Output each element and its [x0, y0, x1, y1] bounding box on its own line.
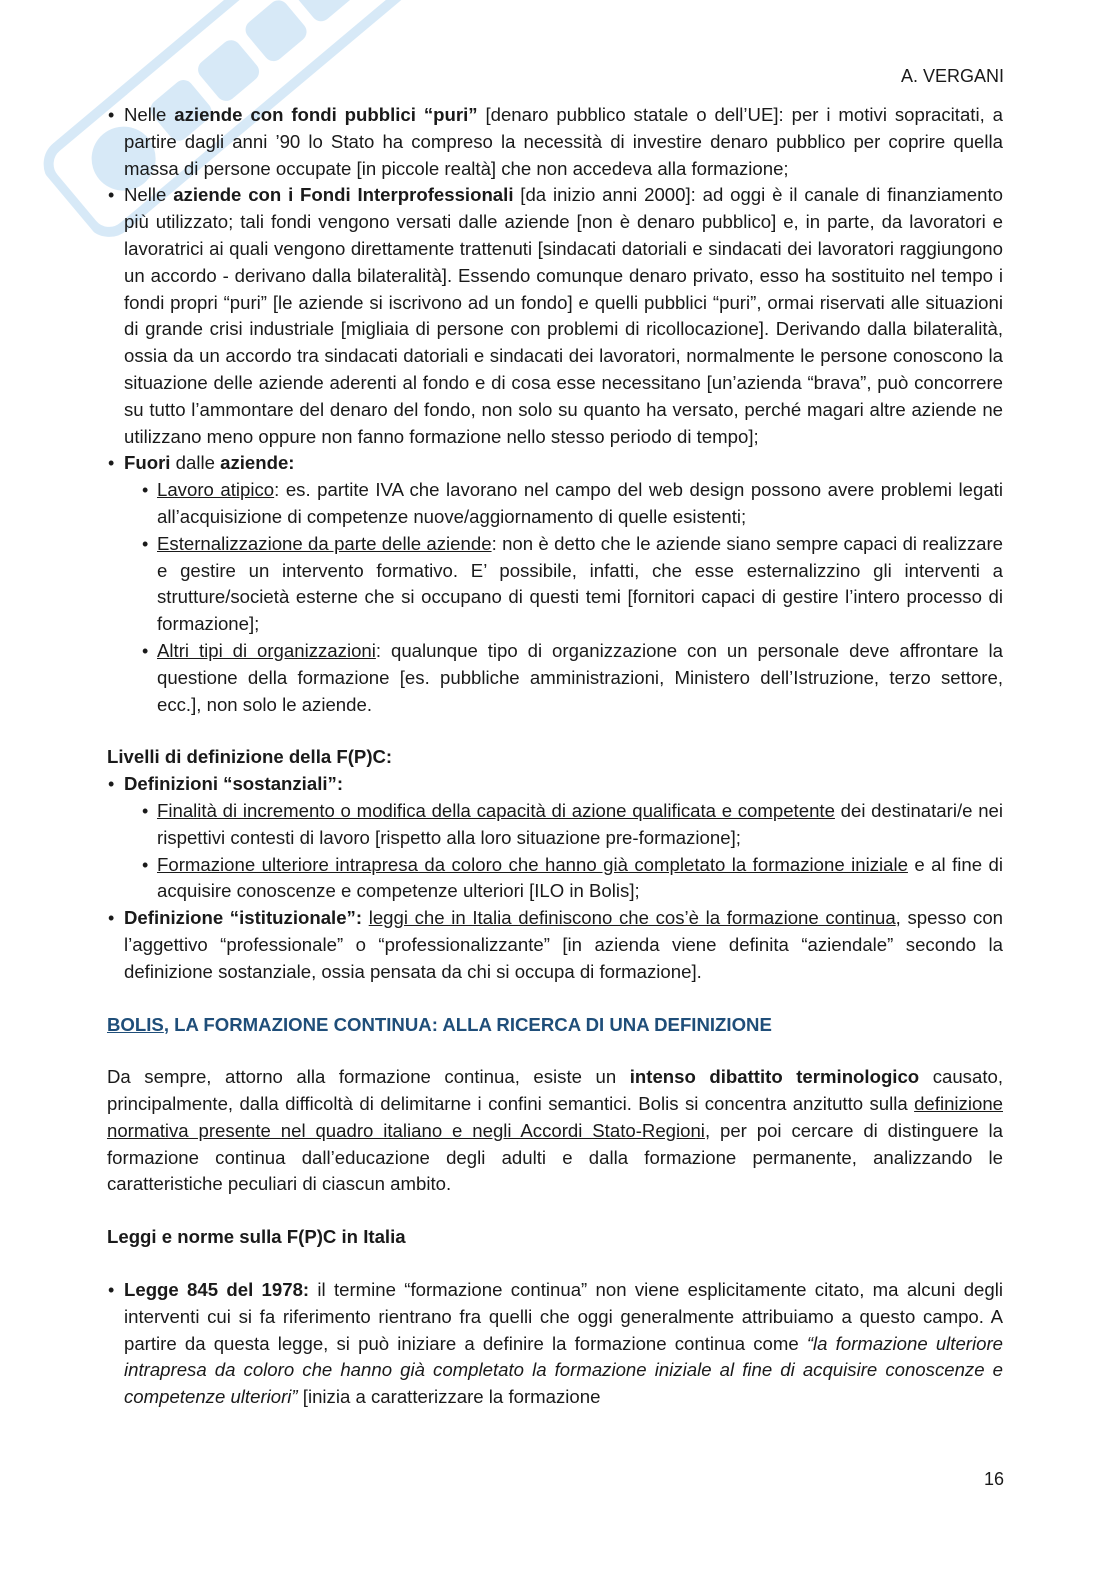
list-item-fondi-interprofessionali: • Nelle aziende con i Fondi Interprofessionali [da inizio anni 2000]: ad oggi è il canale di finanziamento più utilizzato; tali fondi vengono versati dalle aziende [non è denaro pubblico] e, in parte, da lavoratori e lavoratrici ai quali vengono direttamente trattenuti [sindacati datoriali e sindacati dei lavoratori raggiungono un accordo - derivano dalla bilateralità]. Essendo comunque denaro privato, esso ha sostituito nel tempo i fondi propri “puri” [le aziende si iscrivono ad un fondo] e quelli pubblici “puri”, ormai riservati alle situazioni di grande crisi industriale [migliaia di persone con problemi di ricollocazione]. Derivando dalla bilateralità, ossia da un accordo tra sindacati datoriali e sindacati dei lavoratori, normalmente le persone conoscono la situazione delle aziende aderenti al fondo e di cosa esse necessitano [un’azienda “brava”, può concorrere su tutto l’ammontare del denaro del fondo, non solo su quanto ha versato, perché magari altre aziende ne utilizzano meno oppure non fanno formazione nello stesso periodo di tempo]; — [124, 182, 1003, 450]
sub-item-altri-tipi: • Altri tipi di organizzazioni: qualunque tipo di organizzazione con un personale deve affrontare la questione della formazione [es. pubbliche amministrazioni, Ministero dell’Istruzione, terzo settore, ecc.], non solo le aziende. — [157, 638, 1003, 718]
list-item-definizione-istituzionale: • Definizione “istituzionale”: leggi che in Italia definiscono che cos’è la formazione continua, spesso con l’aggettivo “professionale” o “professionalizzante” [in azienda viene definita “aziendale” secondo la definizione sostanziale, ossia pensata da chi si occupa di formazione]. — [124, 905, 1003, 985]
section-title-bolis: BOLIS, LA FORMAZIONE CONTINUA: ALLA RICERCA DI UNA DEFINIZIONE — [107, 1013, 772, 1035]
heading-leggi: Leggi e norme sulla F(P)C in Italia — [107, 1226, 406, 1248]
list-item-legge-845: • Legge 845 del 1978: il termine “formazione continua” non viene esplicitamente citato, ma alcuni degli interventi cui si fa riferimento rientrano fra quelli che oggi generalmente attribuiamo a questo campo. A partire da questa legge, si può iniziare a definire la formazione continua come “la formazione ulteriore intrapresa da coloro che hanno già completato la formazione iniziale al fine di acquisire conoscenze e competenze ulteriori” [inizia a caratterizzare la formazione — [124, 1277, 1003, 1411]
sub-item-formazione-ulteriore: • Formazione ulteriore intrapresa da coloro che hanno già completato la formazione iniziale e al fine di acquisire conoscenze e competenze ulteriori [ILO in Bolis]; — [157, 852, 1003, 906]
list-item-definizioni-sostanziali: • Definizioni “sostanziali”: — [124, 771, 1003, 798]
spacer — [107, 718, 1003, 744]
spacer — [107, 1251, 1003, 1277]
page-content — [107, 102, 1003, 1411]
sub-item-finalita: • Finalità di incremento o modifica della capacità di azione qualificata e competente dei destinatari/e nei rispettivi contesti di lavoro [rispetto alla loro situazione pre-formazione]; — [157, 798, 1003, 852]
spacer — [107, 1198, 1003, 1224]
sub-item-esternalizzazione: • Esternalizzazione da parte delle aziende: non è detto che le aziende siano sempre capaci di realizzare e gestire un intervento formativo. E’ possibile, infatti, che esse esternalizzino gli interventi a strutture/società esterne che si occupano di questi temi [fornitori capaci di gestire l’intero processo di formazione]; — [157, 531, 1003, 638]
spacer — [107, 1038, 1003, 1064]
page-number: 16 — [983, 1469, 1004, 1489]
sub-item-lavoro-atipico: • Lavoro atipico: es. partite IVA che lavorano nel campo del web design possono avere problemi legati all’acquisizione di competenze nuove/aggiornamento di quelle esistenti; — [157, 477, 1003, 531]
list-item-fuori-aziende: • Fuori dalle aziende: — [124, 450, 1003, 477]
paragraph-bolis-intro: Da sempre, attorno alla formazione continua, esiste un intenso dibattito terminologico causato, principalmente, dalla difficoltà di delimitarne i confini semantici. Bolis si concentra anzitutto sulla definizione normativa presente nel quadro italiano e negli Accordi Stato-Regioni, per poi cercare di distinguere la formazione continua dall’educazione degli adulti e dalla formazione permanente, analizzando le caratteristiche peculiari di ciascun ambito. — [107, 1066, 1004, 1195]
heading-livelli: Livelli di definizione della F(P)C: — [107, 746, 393, 768]
page-header-author: A. VERGANI — [900, 66, 1004, 86]
list-item-fondi-pubblici: • Nelle aziende con fondi pubblici “puri” [denaro pubblico statale o dell’UE]: per i motivi sopracitati, a partire dagli anni ’90 lo Stato ha compreso la necessità di investire denaro pubblico per coprire quella massa di persone occupate [in piccole realtà] che non accedeva alla formazione; — [124, 102, 1003, 182]
spacer — [107, 986, 1003, 1012]
